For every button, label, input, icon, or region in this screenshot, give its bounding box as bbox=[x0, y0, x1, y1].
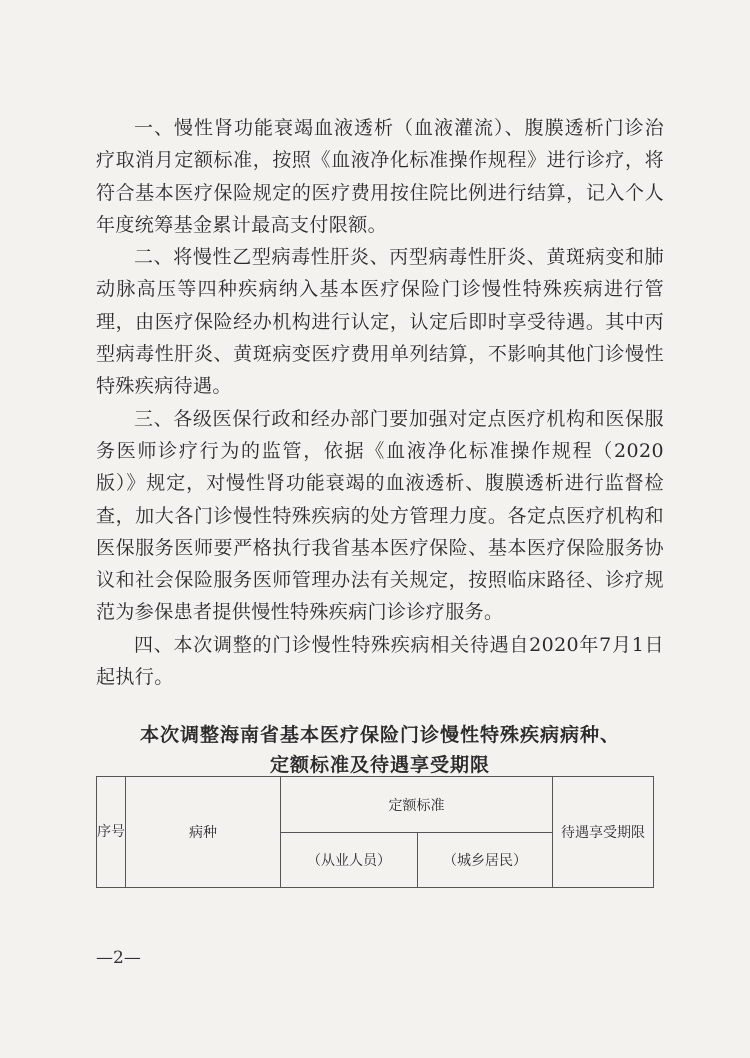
table-title-line-2: 定额标准及待遇享受期限 bbox=[269, 754, 490, 776]
header-employee: （从业人员） bbox=[281, 833, 418, 888]
header-period: 待遇享受期限 bbox=[553, 777, 654, 888]
header-resident: （城乡居民） bbox=[418, 833, 553, 888]
quota-table bbox=[96, 776, 654, 888]
header-disease: 病种 bbox=[126, 777, 281, 888]
header-quota: 定额标准 bbox=[281, 777, 553, 833]
paragraph-2: 二、将慢性乙型病毒性肝炎、丙型病毒性肝炎、黄斑病变和肺动脉高压等四种疾病纳入基本医疗保险门诊慢性特殊疾病进行管理，由医疗保险经办机构进行认定，认定后即时享受待遇。其中丙型病毒性肝炎、黄斑病变医疗费用单列结算，不影响其他门诊慢性特殊疾病待遇。 bbox=[96, 246, 664, 398]
header-seq: 序号 bbox=[97, 777, 126, 888]
paragraph-4: 四、本次调整的门诊慢性特殊疾病相关待遇自2020年7月1日起执行。 bbox=[96, 633, 664, 689]
table-title-line-1: 本次调整海南省基本医疗保险门诊慢性特殊疾病病种、 bbox=[139, 724, 620, 746]
body-text bbox=[96, 112, 664, 693]
paragraph-1: 一、慢性肾功能衰竭血液透析（血液灌流）、腹膜透析门诊治疗取消月定额标准，按照《血液净化标准操作规程》进行诊疗，将符合基本医疗保险规定的医疗费用按住院比例进行结算，记入个人年度统筹基金累计最高支付限额。 bbox=[96, 117, 664, 236]
table-header-row bbox=[97, 777, 654, 833]
page-number: —2— bbox=[96, 948, 141, 968]
paragraph-3: 三、各级医保行政和经办部门要加强对定点医疗机构和医保服务医师诊疗行为的监管，依据《血液净化标准操作规程（2020版）》规定，对慢性肾功能衰竭的血液透析、腹膜透析进行监督检查，加大各门诊慢性特殊疾病的处方管理力度。各定点医疗机构和医保服务医师要严格执行我省基本医疗保险、基本医疗保险服务协议和社会保险服务医师管理办法有关规定，按照临床路径、诊疗规范为参保患者提供慢性特殊疾病门诊诊疗服务。 bbox=[96, 407, 664, 624]
